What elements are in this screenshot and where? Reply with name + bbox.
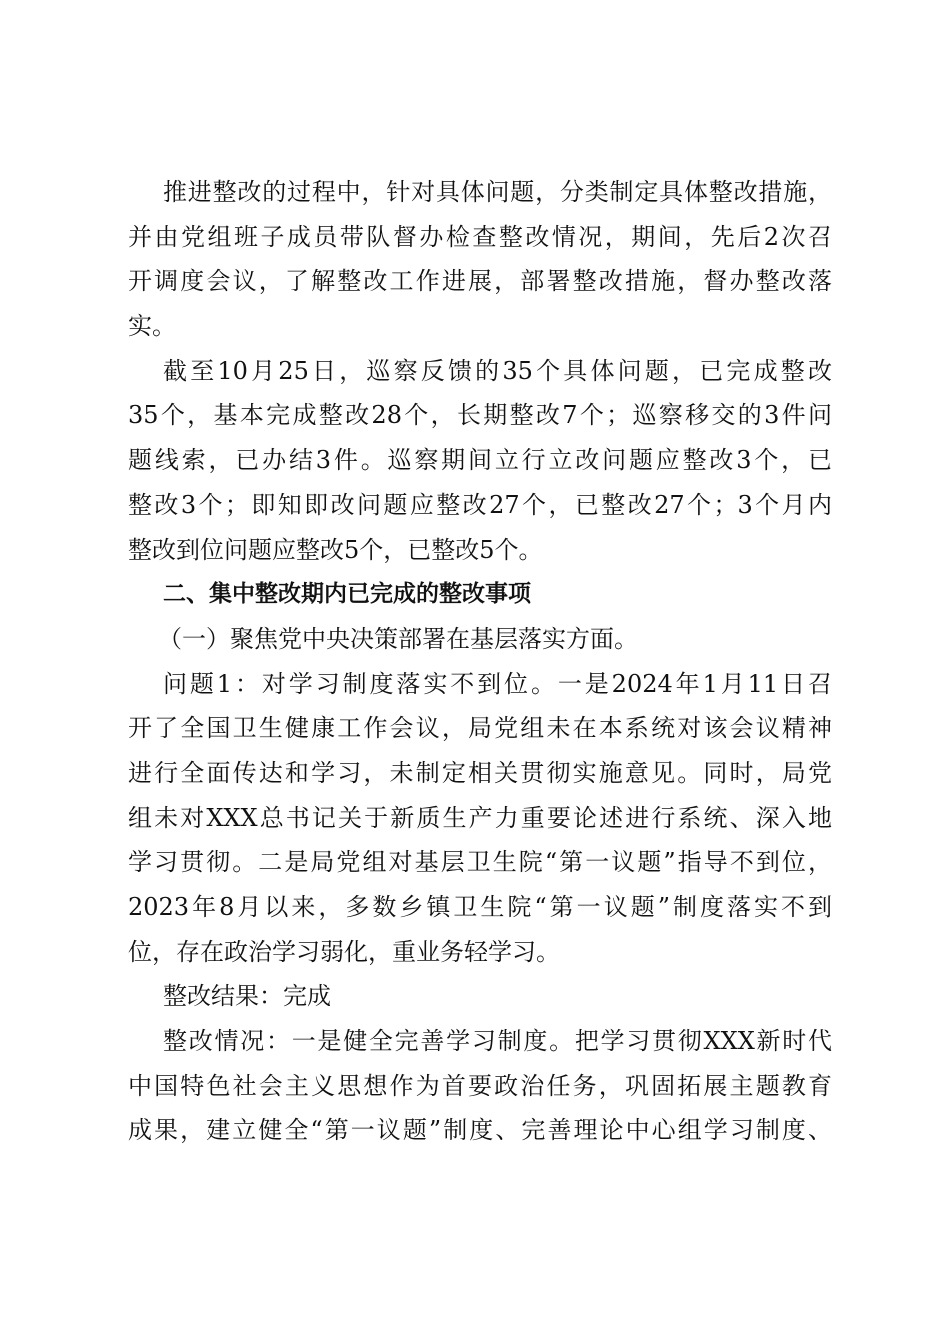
text-line: 截至10月25日，巡察反馈的35个具体问题，已完成整改 <box>163 356 832 385</box>
text-line: 开了全国卫生健康工作会议，局党组未在本系统对该会议精神 <box>128 714 832 743</box>
paragraph <box>128 1019 832 1153</box>
text-line: 推进整改的过程中，针对具体问题，分类制定具体整改措施， <box>163 178 832 206</box>
text-line: 整改情况：一是健全完善学习制度。把学习贯彻XXX新时代 <box>163 1027 832 1056</box>
text-line: 2023年8月以来，多数乡镇卫生院“第一议题”制度落实不到 <box>128 893 832 921</box>
text-line: 开调度会议，了解整改工作进展，部署整改措施，督办整改落 <box>128 267 832 296</box>
document-page <box>128 170 832 1153</box>
text-line: （一）聚焦党中央决策部署在基层落实方面。 <box>158 624 638 653</box>
text-line: 组未对XXX总书记关于新质生产力重要论述进行系统、深入地 <box>128 803 832 832</box>
text-line: 实。 <box>128 312 176 341</box>
text-line: 整改结果：完成 <box>163 982 331 1011</box>
text-line: 题线索，已办结3件。巡察期间立行立改问题应整改3个，已 <box>128 446 832 475</box>
text-line: 二、集中整改期内已完成的整改事项 <box>163 581 531 608</box>
text-line: 并由党组班子成员带队督办检查整改情况，期间，先后2次召 <box>128 222 832 251</box>
section-heading <box>128 572 832 617</box>
text-line: 整改3个；即知即改问题应整改27个，已整改27个；3个月内 <box>128 490 832 519</box>
text-line: 进行全面传达和学习，未制定相关贯彻实施意见。同时，局党 <box>128 758 832 787</box>
text-line: 学习贯彻。二是局党组对基层卫生院“第一议题”指导不到位， <box>128 848 832 877</box>
subsection-heading <box>128 617 832 662</box>
text-line: 整改到位问题应整改5个，已整改5个。 <box>128 535 543 564</box>
paragraph <box>128 349 832 572</box>
paragraph <box>128 170 832 349</box>
text-line: 问题1：对学习制度落实不到位。一是2024年1月11日召 <box>163 669 832 698</box>
paragraph <box>128 662 832 975</box>
text-line: 位，存在政治学习弱化，重业务轻学习。 <box>128 937 560 966</box>
paragraph <box>128 974 832 1019</box>
text-line: 中国特色社会主义思想作为首要政治任务，巩固拓展主题教育 <box>128 1071 832 1100</box>
text-line: 成果，建立健全“第一议题”制度、完善理论中心组学习制度、 <box>128 1116 832 1145</box>
text-line: 35个，基本完成整改28个，长期整改7个；巡察移交的3件问 <box>128 401 832 430</box>
